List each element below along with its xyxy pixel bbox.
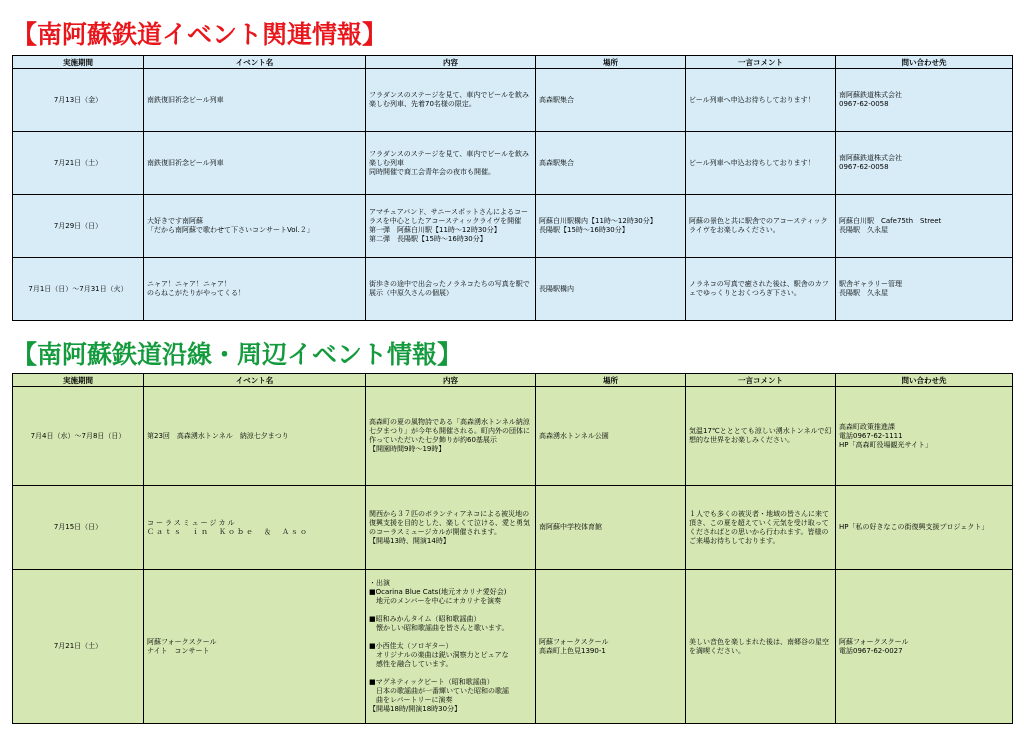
event-place: 高森駅集合 <box>536 69 686 132</box>
event-date: 7月21日（土） <box>13 570 144 724</box>
header-period: 実施期間 <box>13 374 144 387</box>
event-date: 7月4日（水）～7月8日（日） <box>13 387 144 486</box>
table-row <box>13 258 1013 321</box>
event-contact: 駅舎ギャラリー管理 長陽駅 久永屋 <box>836 258 1013 321</box>
event-date: 7月1日（日）～7月31日（火） <box>13 258 144 321</box>
event-place: 阿蘇白川駅構内【11時～12時30分】 長陽駅【15時～16時30分】 <box>536 195 686 258</box>
table-row <box>13 570 1013 724</box>
table-header-row <box>13 56 1013 69</box>
event-date: 7月15日（日） <box>13 486 144 570</box>
event-place: 高森駅集合 <box>536 132 686 195</box>
event-date: 7月13日（金） <box>13 69 144 132</box>
event-date: 7月21日（土） <box>13 132 144 195</box>
event-content: 高森町の夏の風物詩である「高森湧水トンネル納涼七夕まつり」が今年も開催される。町内外の団体に作っていただいた七夕飾りが約60基展示 【開園時間9時～19時】 <box>366 387 536 486</box>
event-contact: 阿蘇フォークスクール 電話0967-62-0027 <box>836 570 1013 724</box>
event-place: 南阿蘇中学校体育館 <box>536 486 686 570</box>
railway-events-table <box>12 55 1013 321</box>
table-row <box>13 69 1013 132</box>
table-row <box>13 387 1013 486</box>
event-comment: ノラネコの写真で癒された後は、駅舎のカフェでゆっくりとおくつろぎ下さい。 <box>686 258 836 321</box>
event-content: 街歩きの途中で出会ったノラネコたちの写真を駅で展示（中原久さんの個展） <box>366 258 536 321</box>
event-content: アマチュアバンド、サニースポットさんによるコーラスを中心としたアコースティックライヴを開催 第一弾 阿蘇白川駅【11時～12時30分】 第二弾 長陽駅【15時～16時30分】 <box>366 195 536 258</box>
section-title-railway-events: 【南阿蘇鉄道イベント関連情報】 <box>12 20 388 49</box>
event-comment: 阿蘇の景色と共に駅舎でのアコースティックライヴをお楽しみください。 <box>686 195 836 258</box>
header-place: 場所 <box>536 374 686 387</box>
event-name: 南鉄復旧祈念ビール列車 <box>144 132 366 195</box>
header-event-name: イベント名 <box>144 56 366 69</box>
event-contact: 高森町政策推進課 電話0967-62-1111 HP「高森町役場観光サイト」 <box>836 387 1013 486</box>
event-name: ニャア！ニャア！ニャア！ のらねこがたりがやってくる！ <box>144 258 366 321</box>
header-content: 内容 <box>366 56 536 69</box>
event-name: 第23回 高森湧水トンネル 納涼七夕まつり <box>144 387 366 486</box>
event-place: 長陽駅構内 <box>536 258 686 321</box>
header-contact: 問い合わせ先 <box>836 374 1013 387</box>
event-contact: HP「私の好きなこの街復興支援プロジェクト」 <box>836 486 1013 570</box>
event-place: 阿蘇フォークスクール 高森町上色見1390-1 <box>536 570 686 724</box>
header-comment: 一言コメント <box>686 374 836 387</box>
header-period: 実施期間 <box>13 56 144 69</box>
event-content: フラダンスのステージを見て、車内でビールを飲み楽しむ列車、先着70名様の限定。 <box>366 69 536 132</box>
event-place: 高森湧水トンネル公園 <box>536 387 686 486</box>
event-name: 阿蘇フォークスクール ナイト コンサート <box>144 570 366 724</box>
event-contact: 阿蘇白川駅 Cafe75th Street 長陽駅 久永屋 <box>836 195 1013 258</box>
table-row <box>13 132 1013 195</box>
header-contact: 問い合わせ先 <box>836 56 1013 69</box>
event-comment: ビール列車へ申込お待ちしております！ <box>686 132 836 195</box>
event-comment: 気温17℃とととても涼しい湧水トンネルで幻想的な世界をお楽しみください。 <box>686 387 836 486</box>
section-title-area-events: 【南阿蘇鉄道沿線・周辺イベント情報】 <box>12 340 463 369</box>
table-row <box>13 195 1013 258</box>
event-contact: 南阿蘇鉄道株式会社 0967-62-0058 <box>836 69 1013 132</box>
header-event-name: イベント名 <box>144 374 366 387</box>
event-date: 7月29日（日） <box>13 195 144 258</box>
event-content: 関西から３７匹のボランティアネコによる被災地の復興支援を目的とした、楽しくて泣ける、愛と勇気のコーラスミュージカルが開催されます。 【開場13時、開演14時】 <box>366 486 536 570</box>
table-header-row <box>13 374 1013 387</box>
header-comment: 一言コメント <box>686 56 836 69</box>
area-events-table <box>12 373 1013 724</box>
event-name: 南鉄復旧祈念ビール列車 <box>144 69 366 132</box>
table-row <box>13 486 1013 570</box>
header-place: 場所 <box>536 56 686 69</box>
event-comment: ビール列車へ申込お待ちしております！ <box>686 69 836 132</box>
event-name: コーラスミュージカル Ｃａｔｓ ｉｎ Ｋｏｂｅ ＆ Ａｓｏ <box>144 486 366 570</box>
event-content: フラダンスのステージを見て、車内でビールを飲み楽しむ列車 同時開催で商工会青年会の夜市も開催。 <box>366 132 536 195</box>
event-comment: １人でも多くの被災者・地域の皆さんに来て頂き、この夏を超えていく元気を受け取ってくださればとの思いから行われます。皆様のご来場お待ちしております。 <box>686 486 836 570</box>
event-comment: 美しい音色を楽しまれた後は、南郷谷の星空を満喫ください。 <box>686 570 836 724</box>
event-name: 大好きです南阿蘇 「だから南阿蘇で歌わせて下さいコンサートVol.２」 <box>144 195 366 258</box>
event-content: ・出演 ■Ocarina Blue Cats(地元オカリナ愛好会) 地元のメンバーを中心にオカリナを演奏 ■昭和みかんタイム（昭和歌謡曲） 懐かしい昭和歌謡曲を皆さんと歌います。 ■小西佳太（ソロギター） オリジナルの楽曲は鋭い洞察力とピュアな 感性を融合しています。 ■マグネティックビート（昭和歌謡曲） 日本の歌謡曲が一番輝いていた昭和の歌謡 曲をレパートリーに演奏 【開場18時/開演18時30分】 <box>366 570 536 724</box>
header-content: 内容 <box>366 374 536 387</box>
event-contact: 南阿蘇鉄道株式会社 0967-62-0058 <box>836 132 1013 195</box>
